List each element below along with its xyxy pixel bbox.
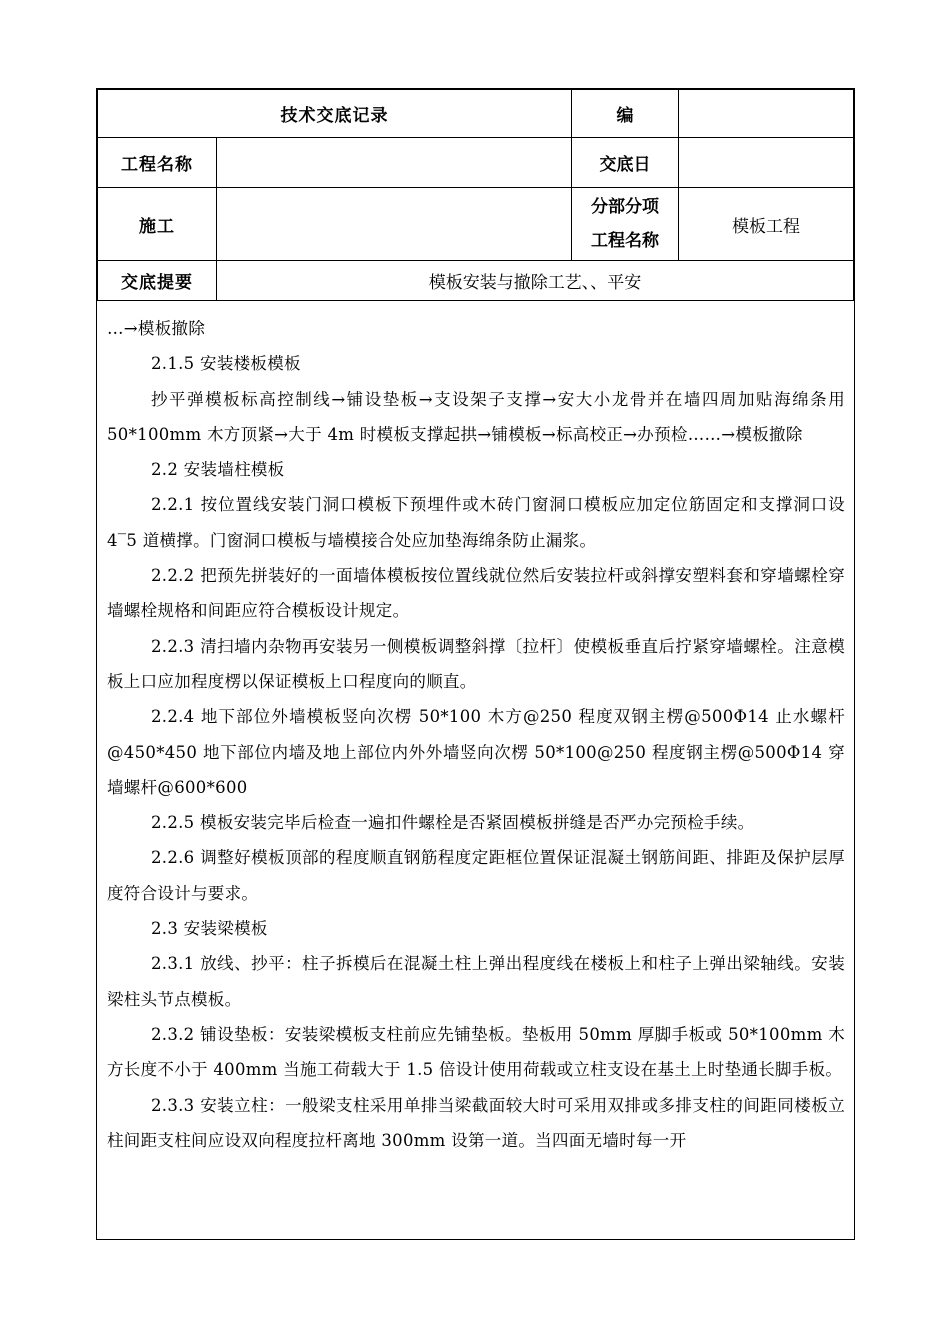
bian-value <box>679 90 854 138</box>
bian-label: 编 <box>572 90 679 138</box>
content-paragraph: 2.2.2 把预先拼装好的一面墙体模板按位置线就位然后安装拉杆或斜撑安塑料套和穿墙螺栓穿墙螺栓规格和间距应符合模板设计规定。 <box>107 566 845 621</box>
section-heading: 2.3 安装梁模板 <box>151 919 268 939</box>
content-paragraph: 2.3.3 安装立柱：一般梁支柱采用单排当梁截面较大时可采用双排或多排支柱的间距同楼板立柱间距支柱间应设双向程度拉杆离地 300mm 设第一道。当四面无墙时每一开 <box>107 1095 845 1150</box>
content-paragraph: 2.2.4 地下部位外墙模板竖向次楞 50*100 木方@250 程度双钢主楞@500Φ14 止水螺杆@450*450 地下部位内墙及地上部位内外外墙竖向次楞 50*100@250 程度钢主楞@500Φ14 穿墙螺杆@600*600 <box>107 707 845 797</box>
content-paragraph: 抄平弹模板标高控制线→铺设垫板→支设架子支撑→安大小龙骨并在墙四周加贴海绵条用 50*100mm 木方顶紧→大于 4m 时模板支撑起拱→铺模板→标高校正→办预检……→模板撤除 <box>107 389 845 444</box>
date-value <box>679 138 854 188</box>
construction-value <box>217 188 572 261</box>
content-paragraph: 2.2.3 清扫墙内杂物再安装另一侧模板调整斜撑〔拉杆〕使模板垂直后拧紧穿墙螺栓。注意模板上口应加程度楞以保证模板上口程度向的顺直。 <box>107 636 845 691</box>
section-heading: 2.2 安装墙柱模板 <box>151 460 285 480</box>
date-label: 交底日 <box>572 138 679 188</box>
header-table <box>97 89 854 301</box>
subproject-label <box>572 188 679 261</box>
summary-value: 模板安装与撤除工艺、、平安 <box>217 261 854 301</box>
subproject-value: 模板工程 <box>679 188 854 261</box>
disclosure-record-sheet <box>96 88 855 1240</box>
section-heading: 2.1.5 安装楼板模板 <box>151 354 301 374</box>
project-name-value <box>217 138 572 188</box>
disclosure-content <box>107 311 845 1158</box>
content-paragraph: 2.2.5 模板安装完毕后检查一遍扣件螺栓是否紧固模板拼缝是否严办完预检手续。 <box>151 813 755 833</box>
summary-label: 交底提要 <box>98 261 217 301</box>
content-paragraph: 2.2.1 按位置线安装门洞口模板下预埋件或木砖门窗洞口模板应加定位筋固定和支撑洞口设 4‾5 道横撑。门窗洞口模板与墙模接合处应加垫海绵条防止漏浆。 <box>107 495 845 550</box>
project-name-label: 工程名称 <box>98 138 217 188</box>
document-title: 技术交底记录 <box>98 90 572 138</box>
subproject-label-line2: 工程名称 <box>591 231 659 251</box>
construction-label: 施工 <box>98 188 217 261</box>
content-paragraph: 2.3.2 铺设垫板：安装梁模板支柱前应先铺垫板。垫板用 50mm 厚脚手板或 50*100mm 木方长度不小于 400mm 当施工荷载大于 1.5 倍设计使用荷载或立柱支设在基土上时垫通长脚手板。 <box>107 1024 845 1080</box>
subproject-label-line1: 分部分项 <box>591 197 659 217</box>
content-paragraph: 2.2.6 调整好模板顶部的程度顺直钢筋程度定距框位置保证混凝土钢筋间距、排距及保护层厚度符合设计与要求。 <box>107 848 845 903</box>
content-line: …→模板撤除 <box>107 319 206 338</box>
content-paragraph: 2.3.1 放线、抄平：柱子拆模后在混凝土柱上弹出程度线在楼板上和柱子上弹出梁轴线。安装梁柱头节点模板。 <box>107 954 845 1009</box>
